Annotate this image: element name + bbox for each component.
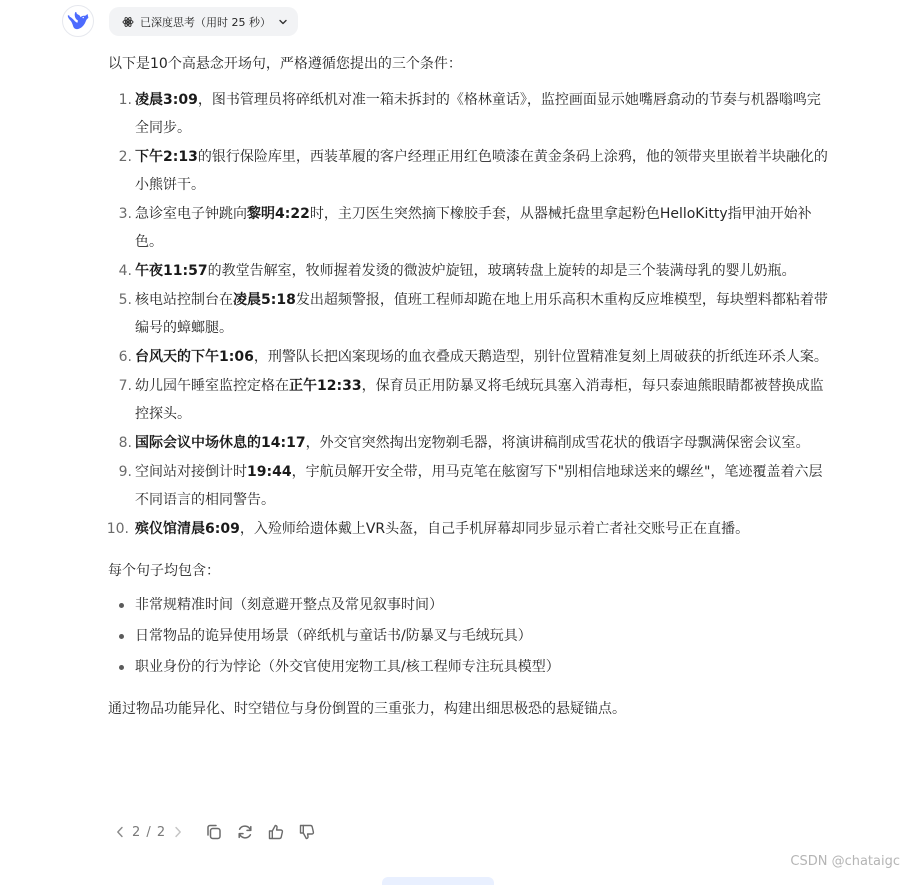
copy-icon[interactable] [204,822,224,842]
list-item-number: 10. [106,521,129,537]
atom-icon [122,16,134,28]
bullet-item: 日常物品的诡异使用场景（碎纸机与童话书/防暴叉与毛绒玩具） [108,622,828,650]
list-item-text [135,372,828,428]
list-item-time-highlight: 正午12:33 [289,378,362,394]
list-item-time-highlight: 国际会议中场休息的14:17 [135,435,306,451]
chevron-down-icon [278,17,288,27]
list-item-post: ，图书管理员将碎纸机对准一箱未拆封的《格林童话》，监控画面显示她嘴唇翕动的节奏与机器嗡鸣完全同步。 [135,92,821,136]
list-item-pre: 核电站控制台在 [135,292,233,308]
list-item-number: 8. [118,435,132,451]
list-item-post: 发出超频警报，值班工程师却跪在地上用乐高积木重构反应堆模型，每块塑料都粘着带编号的蟑螂腿。 [135,292,828,336]
list-item-number: 9. [118,464,132,480]
contains-label: 每个句子均包含： [108,563,220,579]
deepseek-whale-logo-icon [67,12,89,30]
list-item-time-highlight: 午夜11:57 [135,263,208,279]
list-item [108,343,828,371]
thumbs-down-icon[interactable] [297,822,317,842]
list-item-text [135,286,828,342]
list-item-number: 4. [118,263,132,279]
list-item-post: ，入殓师给遗体戴上VR头盔，自己手机屏幕却同步显示着亡者社交账号正在直播。 [239,521,750,537]
list-item [108,86,828,142]
list-item [108,372,828,428]
list-item-number: 5. [118,292,132,308]
conclusion-text: 通过物品功能异化、时空错位与身份倒置的三重张力，构建出细思极恐的悬疑锚点。 [108,701,626,717]
list-item [108,200,828,256]
list-item-pre: 急诊室电子钟跳向 [135,206,247,222]
list-item-post: 的银行保险库里，西装革履的客户经理正用红色喷漆在黄金条码上涂鸦，他的领带夹里嵌着半块融化的小熊饼干。 [135,149,828,193]
thumbs-up-icon[interactable] [266,822,286,842]
list-item-text [135,86,828,142]
list-item-time-highlight: 凌晨5:18 [233,292,296,308]
list-item-number: 2. [118,149,132,165]
deep-think-label: 已深度思考（用时 25 秒） [140,15,271,29]
list-item-post: ，外交官突然掏出宠物剃毛器，将演讲稿削成雪花状的俄语字母飘满保密会议室。 [305,435,810,451]
list-item-number: 3. [118,206,132,222]
bullet-list [108,591,828,681]
list-item-post: ，宇航员解开安全带，用马克笔在舷窗写下"别相信地球送来的螺丝"，笔迹覆盖着六层不同语言的相同警告。 [135,464,823,508]
list-item-text [135,458,828,514]
list-item-text [135,257,828,285]
input-box-edge [382,877,494,885]
list-item-time-highlight: 黎明4:22 [247,206,310,222]
list-item [108,143,828,199]
page-indicator: 2 / 2 [132,824,167,840]
list-item-number: 7. [118,378,132,394]
list-item [108,286,828,342]
list-item-time-highlight: 下午2:13 [135,149,198,165]
list-item-time-highlight: 凌晨3:09 [135,92,198,108]
list-item [108,429,828,457]
list-item-pre: 幼儿园午睡室监控定格在 [135,378,289,394]
list-item-text [135,429,828,457]
list-item-post: 的教堂告解室，牧师握着发烫的微波炉旋钮，玻璃转盘上旋转的却是三个装满母乳的婴儿奶瓶。 [207,263,796,279]
bullet-item: 职业身份的行为悖论（外交官使用宠物工具/核工程师专注玩具模型） [108,653,828,681]
response-pager [114,825,184,840]
list-item [108,515,828,543]
list-item-post: ，刑警队长把凶案现场的血衣叠成天鹅造型，别针位置精准复刻上周破获的折纸连环杀人案。 [253,349,828,365]
message-action-bar [114,821,317,843]
list-item-text [135,200,828,256]
list-item [108,458,828,514]
list-item-time-highlight: 殡仪馆清晨6:09 [135,521,240,537]
chevron-left-icon[interactable] [114,826,126,838]
numbered-list [108,86,828,543]
list-item-number: 6. [118,349,132,365]
list-item-post: 时，主刀医生突然摘下橡胶手套，从器械托盘里拿起粉色HelloKitty指甲油开始补色。 [135,206,812,250]
assistant-message [108,50,828,723]
list-item-text [135,143,828,199]
list-item-time-highlight: 台风天的下午1:06 [135,349,254,365]
watermark-text: CSDN @chataigc [790,854,900,869]
list-item-pre: 空间站对接倒计时 [135,464,247,480]
list-item-post: ，保育员正用防暴叉将毛绒玩具塞入消毒柜，每只泰迪熊眼睛都被替换成监控探头。 [135,378,824,422]
deep-think-toggle[interactable] [109,7,298,36]
list-item [108,257,828,285]
intro-text: 以下是10个高悬念开场句，严格遵循您提出的三个条件： [108,56,462,72]
list-item-number: 1. [118,92,132,108]
list-item-time-highlight: 19:44 [247,464,292,480]
assistant-avatar [62,5,94,37]
chevron-right-icon[interactable] [172,826,184,838]
regenerate-icon[interactable] [235,822,255,842]
list-item-text [135,343,828,371]
bullet-item: 非常规精准时间（刻意避开整点及常见叙事时间） [108,591,828,619]
list-item-text [135,515,828,543]
